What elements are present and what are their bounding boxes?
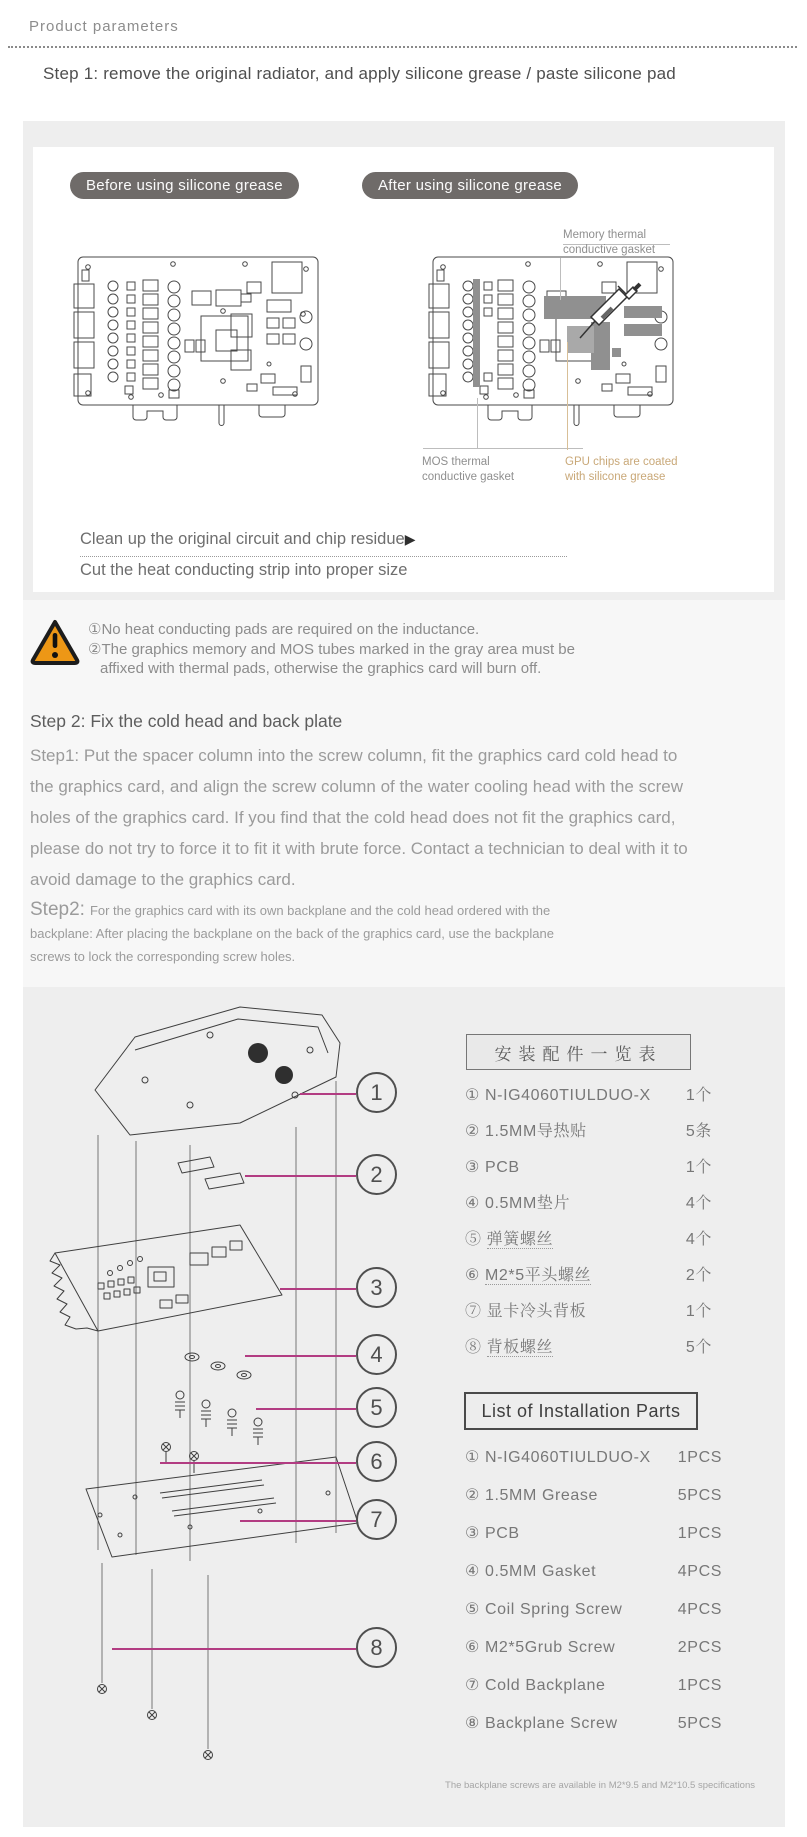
table-row: ⑧ 背板螺丝 5个: [465, 1339, 712, 1356]
callout-6: 6: [356, 1441, 397, 1482]
table-row: ② 1.5MM导热贴 5条: [465, 1123, 712, 1140]
table-row: ⑧ Backplane Screw 5PCS: [465, 1715, 722, 1732]
page-title: Product parameters: [29, 18, 179, 35]
table-row: ⑦ Cold Backplane 1PCS: [465, 1677, 722, 1694]
callout-line-3: [280, 1288, 356, 1290]
cn-parts-table: [465, 1086, 712, 1374]
step1-title: Step 1: remove the original radiator, and apply silicone grease / paste silicone pad: [43, 64, 676, 83]
warning-icon: [29, 618, 81, 666]
callout-2: 2: [356, 1154, 397, 1195]
callout-line-6: [160, 1462, 356, 1464]
step2-heading: Step 2: Fix the cold head and back plate: [30, 711, 343, 731]
step2-sub: Step2: For the graphics card with its own backplane and the cold head ordered with the backplane: After placing the backplane on the back of the graphics card, use the backplane screws to lock the corresponding screw holes.: [30, 899, 554, 964]
step2-sub-label: Step2:: [30, 899, 85, 920]
table-row: ④ 0.5MM Gasket 4PCS: [465, 1563, 722, 1580]
backplane-screw-note: The backplane screws are available in M2*9.5 and M2*10.5 specifications: [445, 1780, 755, 1791]
callout-line-8: [112, 1648, 356, 1650]
mos-leader-line-h: [423, 448, 583, 449]
callout-3: 3: [356, 1267, 397, 1308]
cleanup-divider: [80, 556, 567, 557]
cleanup-instruction: Clean up the original circuit and chip residue▶: [80, 530, 416, 548]
callout-line-4: [245, 1355, 356, 1357]
callout-7: 7: [356, 1499, 397, 1540]
table-row: ⑥ M2*5Grub Screw 2PCS: [465, 1639, 722, 1656]
table-row: ⑥ M2*5平头螺丝 2个: [465, 1267, 712, 1284]
en-parts-table: [465, 1448, 722, 1752]
callout-1: 1: [356, 1072, 397, 1113]
table-row: ⑤ 弹簧螺丝 4个: [465, 1231, 712, 1248]
play-arrow-icon: ▶: [404, 531, 416, 547]
step2-body: Step1: Put the spacer column into the screw column, fit the graphics card cold head to the graphics card, and align the screw column of the water cooling head with the screw holes of the graphics card. If you find that the cold head does not fit the graphics card, please do not try to force it to fit it with brute force. Contact a technician to deal with it to avoid damage to the graphics card.: [30, 746, 688, 889]
table-row: ① N-IG4060TIULDUO-X 1PCS: [465, 1449, 722, 1466]
mos-pad-label: MOS thermal conductive gasket: [422, 456, 515, 483]
callout-4: 4: [356, 1334, 397, 1375]
memory-leader-line: [560, 258, 561, 300]
gpu-leader-line: [567, 342, 568, 450]
callout-line-1: [300, 1093, 356, 1095]
badge-after: After using silicone grease: [362, 172, 578, 199]
table-row: ④ 0.5MM垫片 4个: [465, 1195, 712, 1212]
cut-strip-instruction: Cut the heat conducting strip into proper size: [80, 561, 408, 579]
table-row: ⑤ Coil Spring Screw 4PCS: [465, 1601, 722, 1618]
mos-leader-line-v: [477, 398, 478, 448]
exploded-assembly-diagram: [40, 995, 370, 1795]
warning-text: ①No heat conducting pads are required on the inductance. ②The graphics memory and MOS tubes marked in the gray area must be affixed with thermal pads, otherwise the graphics card will burn off.: [88, 621, 575, 677]
callout-8: 8: [356, 1627, 397, 1668]
callout-line-5: [256, 1408, 356, 1410]
table-row: ③ PCB 1个: [465, 1159, 712, 1176]
gpu-grease-label: GPU chips are coated with silicone grease: [565, 456, 678, 483]
pcb-diagram-before: [73, 254, 323, 442]
cn-parts-table-title: 安装配件一览表: [466, 1034, 691, 1070]
callout-line-2: [245, 1175, 356, 1177]
table-row: ③ PCB 1PCS: [465, 1525, 722, 1542]
table-row: ② 1.5MM Grease 5PCS: [465, 1487, 722, 1504]
pcb-diagram-after: [428, 254, 678, 442]
badge-before: Before using silicone grease: [70, 172, 299, 199]
memory-pad-label: Memory thermal conductive gasket: [563, 229, 656, 256]
table-row: ⑦ 显卡冷头背板 1个: [465, 1303, 712, 1320]
callout-5: 5: [356, 1387, 397, 1428]
en-parts-table-title: List of Installation Parts: [464, 1392, 698, 1430]
table-row: ① N-IG4060TIULDUO-X 1个: [465, 1087, 712, 1104]
callout-line-7: [240, 1520, 356, 1522]
header-divider: [8, 46, 797, 48]
